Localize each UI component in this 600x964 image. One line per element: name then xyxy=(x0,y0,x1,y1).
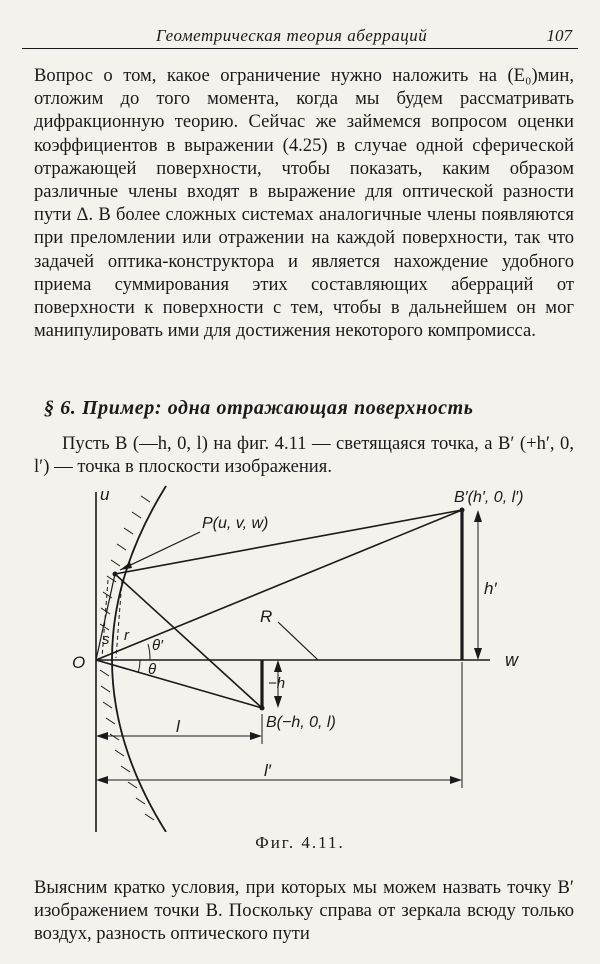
l-arrow-right xyxy=(250,732,262,740)
label-minus-h: −h xyxy=(268,675,286,692)
paragraph-intro: Вопрос о том, какое ограничение нужно наложить на (E₀)мин, отложим до того момента, когда мы будем рассматривать дифракционную теорию. Сейчас же займемся вопросом оценки коэффициентов в выражении (4.25) в случае одной сферической отражающей поверхности, чтобы показать, каким образом различные члены входят в выражение для оптической разности пути Δ. В более сложных системах аналогичные члены появляются при преломлении или отражении на каждой поверхности, так что задачей оптика-конструктора и является нахождение удобного приема суммирования этих составляющих аберраций от поверхности к поверхности с тем, чтобы в дальнейшем он мог манипулировать ими для достижения некоторого компромисса. xyxy=(34,65,574,342)
paragraph-setup: Пусть B (—h, 0, l) на фиг. 4.11 — светящаяся точка, а B′ (+h′, 0, l′) — точка в плоскости изображения. xyxy=(34,433,574,478)
arrowhead-P xyxy=(120,562,132,570)
ray-P-to-B xyxy=(115,574,262,708)
figure-caption: Фиг. 4.11. xyxy=(255,833,345,852)
hprime-arrow-bottom xyxy=(474,648,482,660)
lprime-arrow-left xyxy=(96,776,108,784)
label-l: l xyxy=(176,717,180,736)
label-P: P(u, v, w) xyxy=(202,515,269,532)
point-Bprime xyxy=(460,508,465,513)
label-s: s xyxy=(102,631,110,648)
ray-O-to-B xyxy=(96,660,262,708)
point-B xyxy=(260,706,265,711)
label-O: O xyxy=(72,653,86,672)
label-w: w xyxy=(505,650,518,670)
minus-h-arrow-bottom xyxy=(274,696,282,708)
label-u: u xyxy=(100,485,110,504)
angle-theta-prime-arc xyxy=(148,644,150,660)
figure-diagram xyxy=(0,482,600,832)
minus-h-arrow-top xyxy=(274,660,282,672)
section-heading: § 6. Пример: одна отражающая поверхность xyxy=(44,397,474,419)
radius-R-line xyxy=(278,622,318,660)
ray-P-to-Bprime xyxy=(115,510,462,574)
label-theta-prime: θ′ xyxy=(152,637,163,654)
label-lprime: l′ xyxy=(264,761,271,780)
l-arrow-left xyxy=(96,732,108,740)
page-number: 107 xyxy=(546,26,572,45)
label-theta: θ xyxy=(148,661,157,678)
lprime-arrow-right xyxy=(450,776,462,784)
paragraph-continuation: Выясним кратко условия, при которых мы можем назвать точку B′ изображением точки B. Поскольку справа от зеркала всюду только воздух, разность оптического пути xyxy=(34,877,574,945)
figure-4-11 xyxy=(0,482,600,852)
label-B: B(−h, 0, l) xyxy=(266,714,336,731)
label-Bprime: B′(h′, 0, l′) xyxy=(454,489,524,506)
running-head xyxy=(22,26,578,49)
angle-theta-arc xyxy=(138,660,140,673)
hprime-arrow-top xyxy=(474,510,482,522)
running-head-title: Геометрическая теория аберраций xyxy=(156,26,428,45)
mirror-hatching xyxy=(100,496,157,820)
leader-P xyxy=(120,532,200,570)
label-hprime: h′ xyxy=(484,579,497,598)
label-r: r xyxy=(124,627,129,644)
label-R: R xyxy=(260,607,273,626)
ray-O-to-Bprime xyxy=(96,510,462,660)
